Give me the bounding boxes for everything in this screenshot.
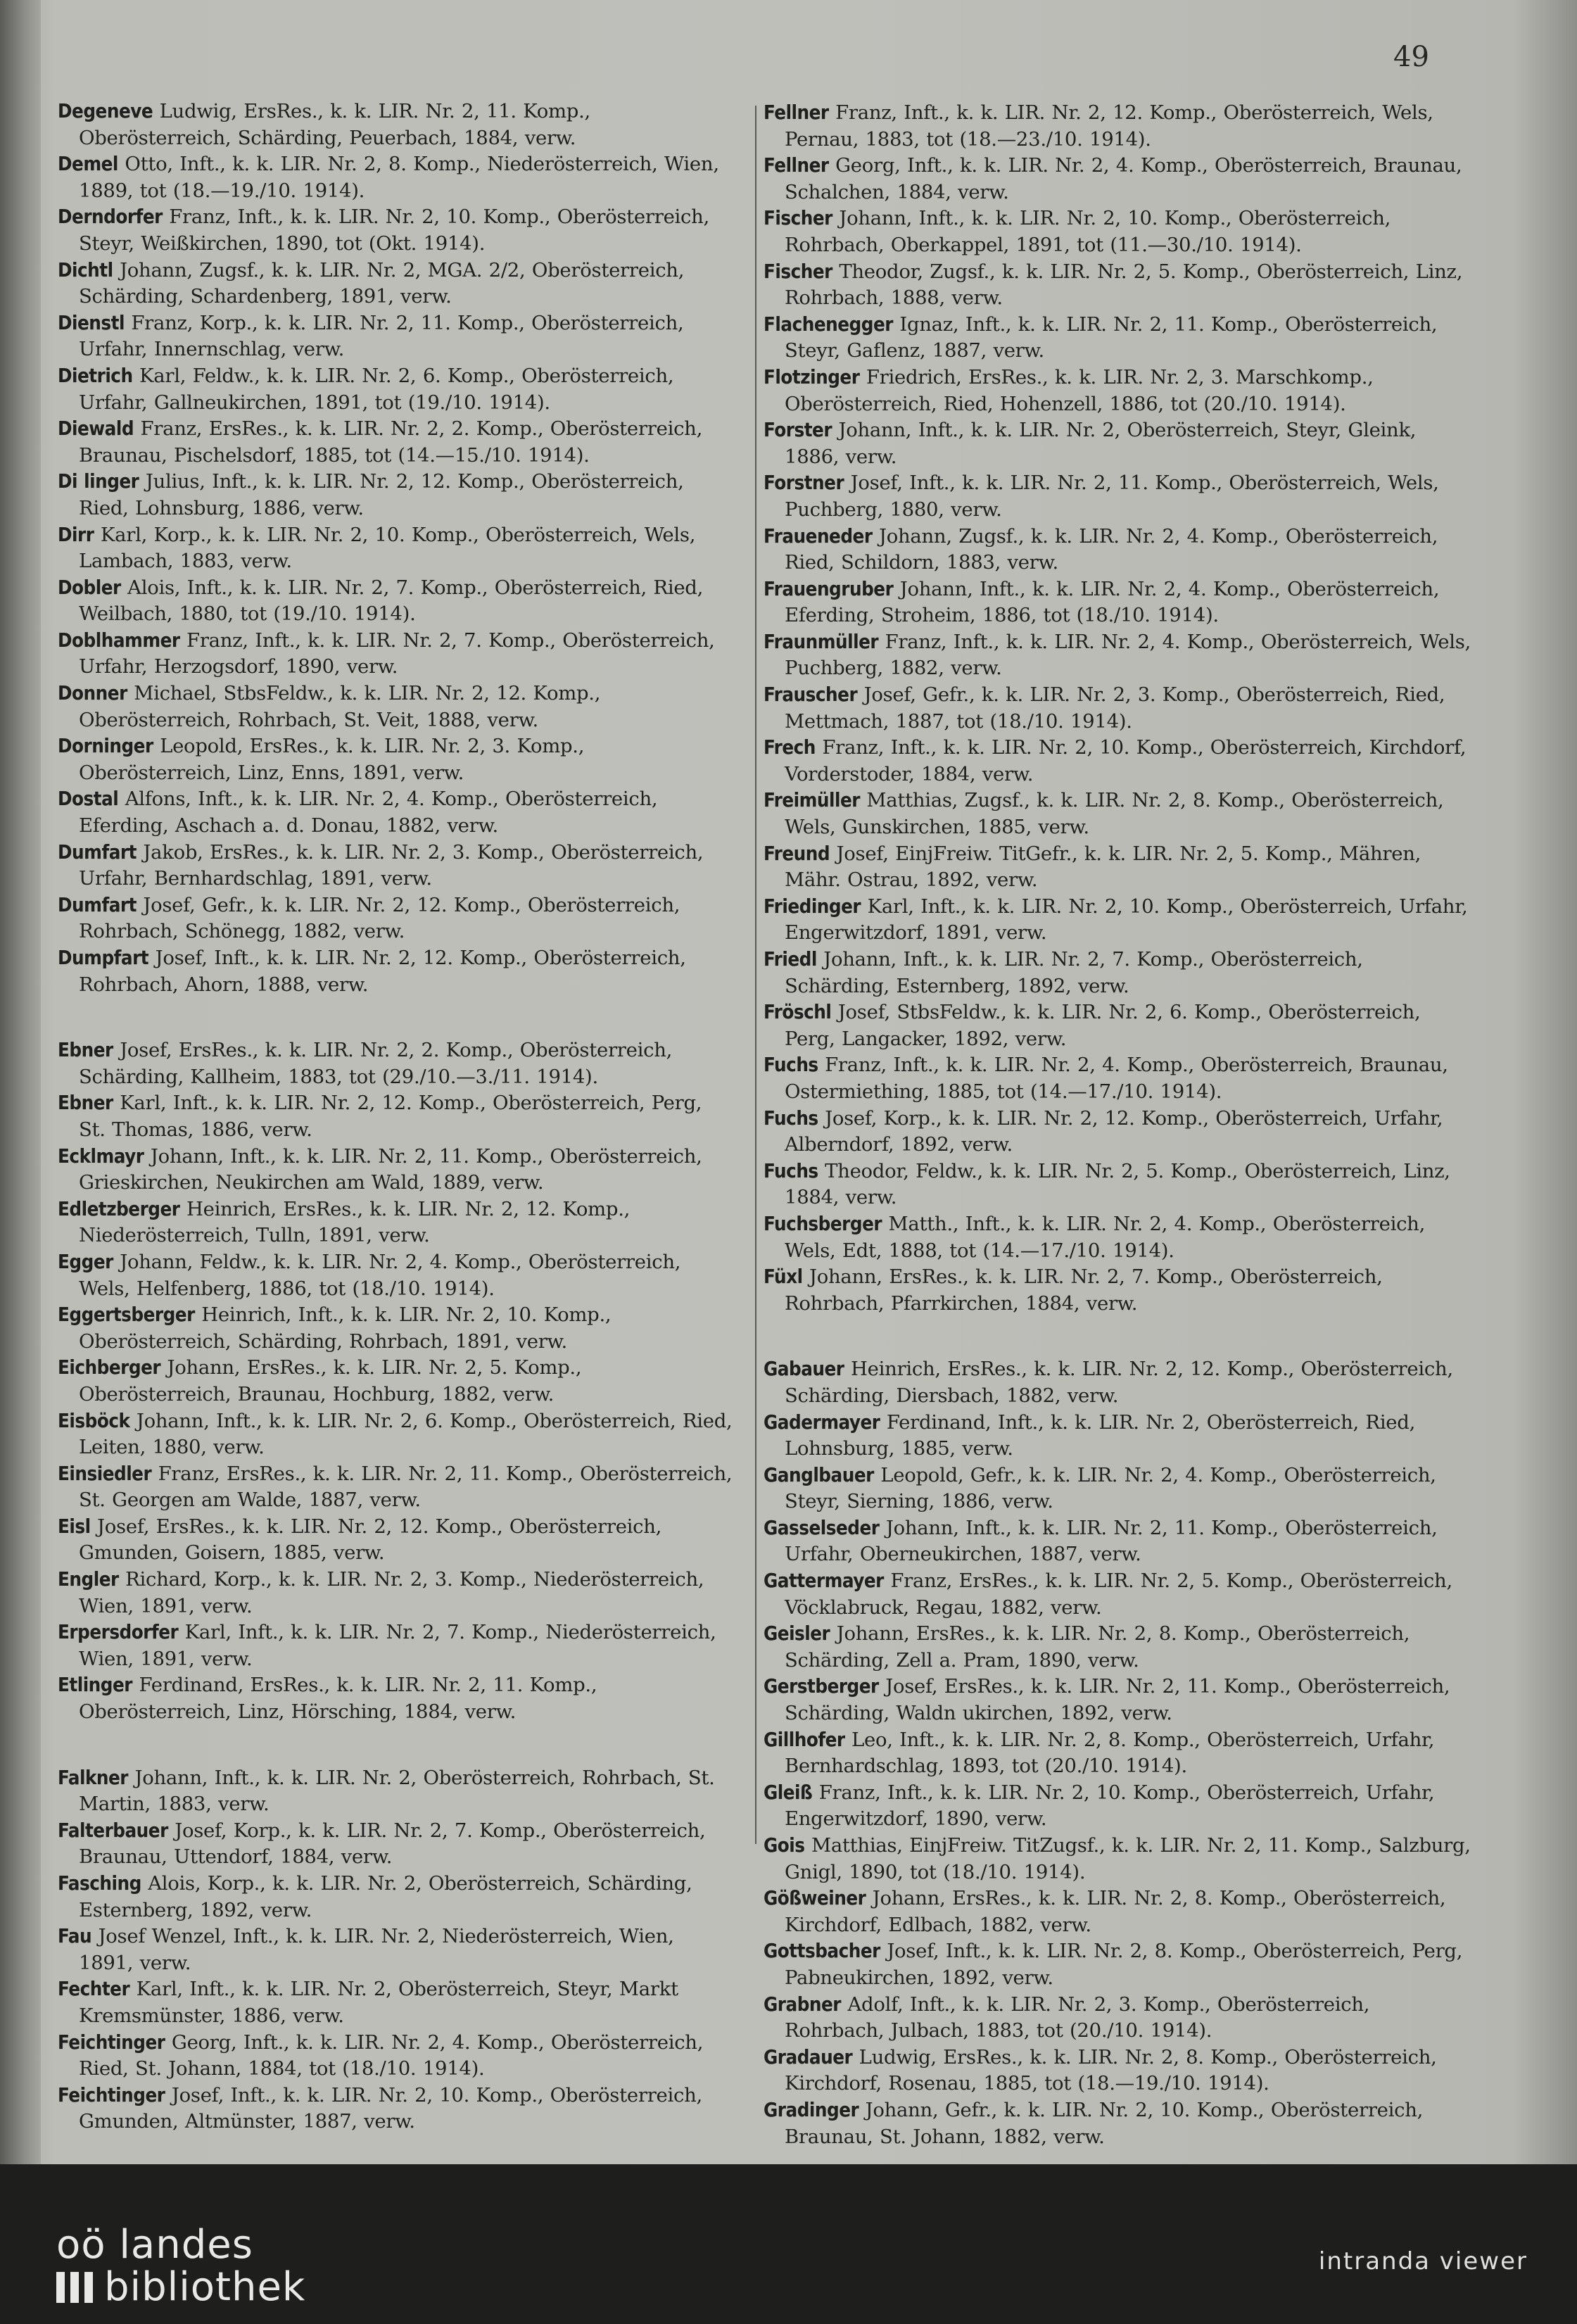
entry-details: Matthias, Zugsf., k. k. LIR. Nr. 2, 8. Komp., Oberösterreich, Wels, Gunskirchen, 1885, verw. xyxy=(785,789,1444,839)
entry-surname: Einsiedler xyxy=(58,1462,152,1485)
entry-surname: Freund xyxy=(764,842,830,865)
viewer-brand[interactable]: intranda viewer xyxy=(1318,2247,1528,2275)
entry-surname: Fuchs xyxy=(764,1054,818,1077)
list-item xyxy=(58,786,733,839)
entry-details: Alfons, Inft., k. k. LIR. Nr. 2, 4. Komp., Oberösterreich, Eferding, Aschach a. d. Donau, 1882, verw. xyxy=(79,788,658,838)
list-item xyxy=(764,894,1474,947)
list-item xyxy=(764,206,1474,258)
entry-surname: Flotzinger xyxy=(764,365,860,389)
entry-surname: Fechter xyxy=(58,1978,130,2001)
page-gutter xyxy=(0,0,41,2164)
entry-surname: Feichtinger xyxy=(58,2083,165,2107)
entry-group-f xyxy=(764,100,1474,1317)
entry-surname: Füxl xyxy=(764,1265,803,1289)
entry-details: Johann, Inft., k. k. LIR. Nr. 2, 7. Komp., Oberösterreich, Schärding, Esternberg, 1892, verw. xyxy=(785,948,1363,997)
entry-details: Otto, Inft., k. k. LIR. Nr. 2, 8. Komp., Niederösterreich, Wien, 1889, tot (18.—19./10. 1914). xyxy=(79,153,719,202)
right-column xyxy=(764,100,1474,2150)
entry-surname: Ecklmayr xyxy=(58,1144,144,1168)
list-item xyxy=(58,1249,733,1302)
entry-surname: Gattermayer xyxy=(764,1570,884,1593)
entry-surname: Frauengruber xyxy=(764,577,894,600)
entry-details: Matthias, EinjFreiw. TitZugsf., k. k. LIR. Nr. 2, 11. Komp., Salzburg, Gnigl, 1890, tot (18./10. 1914). xyxy=(785,1834,1471,1883)
viewer-footer xyxy=(0,2206,1577,2324)
left-column xyxy=(58,99,733,2135)
entry-surname: Fröschl xyxy=(764,1001,832,1024)
entry-details: Johann, Inft., k. k. LIR. Nr. 2, 11. Komp., Oberösterreich, Urfahr, Oberneukirchen, 1887, verw. xyxy=(785,1516,1438,1566)
list-item xyxy=(764,100,1474,153)
entry-details: Josef, Gefr., k. k. LIR. Nr. 2, 3. Komp., Oberösterreich, Ried, Mettmach, 1887, tot (18./10. 1914). xyxy=(785,683,1445,733)
entry-details: Johann, ErsRes., k. k. LIR. Nr. 2, 7. Komp., Oberösterreich, Rohrbach, Pfarrkirchen, 1884, verw. xyxy=(785,1265,1383,1315)
entry-details: Franz, Inft., k. k. LIR. Nr. 2, 12. Komp., Oberösterreich, Wels, Pernau, 1883, tot (18.—23./10. 1914). xyxy=(785,101,1433,151)
list-item xyxy=(764,999,1474,1052)
entry-surname: Dichtl xyxy=(58,258,113,282)
entry-surname: Eggertsberger xyxy=(58,1303,195,1327)
list-item xyxy=(58,1924,733,1976)
list-item xyxy=(58,1355,733,1408)
entry-details: Karl, Korp., k. k. LIR. Nr. 2, 10. Komp., Oberösterreich, Wels, Lambach, 1883, verw. xyxy=(79,523,696,573)
entry-surname: Derndorfer xyxy=(58,206,163,229)
entry-surname: Forstner xyxy=(764,472,844,495)
logo-text-line1: oö landes xyxy=(56,2222,253,2268)
entry-surname: Dumfart xyxy=(58,893,137,916)
list-item xyxy=(58,840,733,892)
list-item xyxy=(764,1568,1474,1621)
entry-details: Franz, Inft., k. k. LIR. Nr. 2, 10. Komp., Oberösterreich, Steyr, Weißkirchen, 1890, tot (Okt. 1914). xyxy=(79,206,709,255)
entry-surname: Donner xyxy=(58,682,127,705)
list-item xyxy=(58,1144,733,1196)
entry-details: Heinrich, ErsRes., k. k. LIR. Nr. 2, 12. Komp., Niederösterreich, Tulln, 1891, verw. xyxy=(79,1197,631,1247)
logo-bars-icon xyxy=(56,2272,97,2303)
entry-details: Franz, ErsRes., k. k. LIR. Nr. 2, 5. Komp., Oberösterreich, Vöcklabruck, Regau, 1882, verw. xyxy=(785,1570,1452,1619)
entry-details: Ferdinand, Inft., k. k. LIR. Nr. 2, Oberösterreich, Ried, Lohnsburg, 1885, verw. xyxy=(785,1410,1416,1460)
list-item xyxy=(58,2030,733,2083)
entry-surname: Falkner xyxy=(58,1766,129,1789)
list-item xyxy=(764,1211,1474,1264)
entry-surname: Eisböck xyxy=(58,1409,130,1432)
list-item xyxy=(58,1567,733,1619)
list-item xyxy=(764,1410,1474,1463)
entry-surname: Ebner xyxy=(58,1039,113,1062)
list-item xyxy=(764,1356,1474,1409)
list-item xyxy=(764,1886,1474,1938)
entry-details: Heinrich, ErsRes., k. k. LIR. Nr. 2, 12. Komp., Oberösterreich, Schärding, Diersbach, 1882, verw. xyxy=(785,1358,1453,1407)
entry-surname: Fau xyxy=(58,1925,92,1948)
list-item xyxy=(764,1463,1474,1515)
list-item xyxy=(58,310,733,363)
entry-details: Heinrich, Inft., k. k. LIR. Nr. 2, 10. Komp., Oberösterreich, Schärding, Rohrbach, 1891, verw. xyxy=(79,1303,612,1353)
list-item xyxy=(764,788,1474,840)
list-item xyxy=(58,1818,733,1871)
entry-details: Ludwig, ErsRes., k. k. LIR. Nr. 2, 8. Komp., Oberösterreich, Kirchdorf, Rosenau, 1885, tot (18.—19./10. 1914). xyxy=(785,2045,1437,2095)
entry-details: Alois, Inft., k. k. LIR. Nr. 2, 7. Komp., Oberösterreich, Ried, Weilbach, 1880, tot (19./10. 1914). xyxy=(79,576,704,626)
entry-details: Leo, Inft., k. k. LIR. Nr. 2, 8. Komp., Oberösterreich, Urfahr, Bernhardschlag, 1893, tot (20./10. 1914). xyxy=(785,1728,1435,1778)
entry-details: Franz, Inft., k. k. LIR. Nr. 2, 4. Komp., Oberösterreich, Braunau, Ostermiething, 1885, tot (14.—17./10. 1914). xyxy=(785,1054,1448,1103)
list-item xyxy=(58,1196,733,1249)
entry-surname: Gradauer xyxy=(764,2045,853,2069)
entry-details: Johann, Inft., k. k. LIR. Nr. 2, Oberösterreich, Steyr, Gleink, 1886, verw. xyxy=(785,419,1417,468)
entry-surname: Gleiß xyxy=(764,1781,813,1804)
entry-surname: Engler xyxy=(58,1568,119,1591)
list-item xyxy=(58,99,733,151)
entry-details: Johann, Feldw., k. k. LIR. Nr. 2, 4. Komp., Oberösterreich, Wels, Helfenberg, 1886, tot (18./10. 1914). xyxy=(79,1250,681,1300)
list-item xyxy=(764,682,1474,735)
entry-surname: Eisl xyxy=(58,1515,91,1538)
page-number: 49 xyxy=(1393,41,1429,73)
entry-group-g xyxy=(764,1356,1474,2150)
entry-details: Adolf, Inft., k. k. LIR. Nr. 2, 3. Komp., Oberösterreich, Rohrbach, Julbach, 1883, tot (20./10. 1914). xyxy=(785,1993,1370,2042)
entry-details: Jakob, ErsRes., k. k. LIR. Nr. 2, 3. Komp., Oberösterreich, Urfahr, Bernhardschlag, 1891, verw. xyxy=(79,840,704,890)
list-item xyxy=(58,1765,733,1818)
list-item xyxy=(58,681,733,733)
entry-group-d xyxy=(58,99,733,998)
entry-details: Matth., Inft., k. k. LIR. Nr. 2, 4. Komp., Oberösterreich, Wels, Edt, 1888, tot (14.—17./10. 1914). xyxy=(785,1212,1426,1262)
entry-surname: Dietrich xyxy=(58,364,133,387)
entry-surname: Degeneve xyxy=(58,100,153,122)
entry-details: Josef, ErsRes., k. k. LIR. Nr. 2, 2. Komp., Oberösterreich, Schärding, Kallheim, 1883, tot (29./10.—3./11. 1914). xyxy=(79,1039,673,1088)
column-divider xyxy=(755,106,756,1844)
entry-surname: Frech xyxy=(764,736,816,759)
list-item xyxy=(58,628,733,681)
entry-details: Franz, Inft., k. k. LIR. Nr. 2, 7. Komp., Oberösterreich, Urfahr, Herzogsdorf, 1890, verw. xyxy=(79,629,715,678)
entry-details: Josef, Inft., k. k. LIR. Nr. 2, 10. Komp., Oberösterreich, Gmunden, Altmünster, 1887, verw. xyxy=(79,2083,702,2133)
entry-details: Georg, Inft., k. k. LIR. Nr. 2, 4. Komp., Oberösterreich, Ried, St. Johann, 1884, tot (18./10. 1914). xyxy=(79,2031,704,2080)
list-item xyxy=(764,1515,1474,1568)
entry-group-e xyxy=(58,1037,733,1725)
entry-surname: Gadermayer xyxy=(764,1410,880,1434)
list-item xyxy=(58,1037,733,1090)
entry-details: Franz, Inft., k. k. LIR. Nr. 2, 4. Komp., Oberösterreich, Wels, Puchberg, 1882, verw. xyxy=(785,630,1471,680)
entry-details: Johann, Zugsf., k. k. LIR. Nr. 2, MGA. 2/2, Oberösterreich, Schärding, Schardenberg, 1891, verw. xyxy=(79,258,685,308)
entry-details: Karl, Feldw., k. k. LIR. Nr. 2, 6. Komp., Oberösterreich, Urfahr, Gallneukirchen, 1891, tot (19./10. 1914). xyxy=(79,364,674,414)
list-item xyxy=(764,841,1474,894)
list-item xyxy=(58,1090,733,1143)
list-item xyxy=(58,204,733,257)
entry-details: Alois, Korp., k. k. LIR. Nr. 2, Oberösterreich, Schärding, Esternberg, 1892, verw. xyxy=(79,1872,692,1921)
entry-surname: Etlinger xyxy=(58,1674,132,1697)
entry-surname: Demel xyxy=(58,153,118,176)
entry-surname: Dumfart xyxy=(58,840,137,864)
entry-details: Ignaz, Inft., k. k. LIR. Nr. 2, 11. Komp., Oberösterreich, Steyr, Gaflenz, 1887, verw. xyxy=(785,312,1438,362)
entry-surname: Fasching xyxy=(58,1872,141,1895)
entry-details: Franz, Korp., k. k. LIR. Nr. 2, 11. Komp., Oberösterreich, Urfahr, Innernschlag, verw. xyxy=(79,311,684,361)
list-item xyxy=(764,1621,1474,1674)
list-item xyxy=(764,312,1474,365)
entry-details: Michael, StbsFeldw., k. k. LIR. Nr. 2, 12. Komp., Oberösterreich, Rohrbach, St. Veit, 1888, verw. xyxy=(79,682,601,731)
list-item xyxy=(764,947,1474,999)
list-item xyxy=(764,365,1474,417)
entry-surname: Gerstberger xyxy=(764,1675,879,1698)
entry-details: Josef, ErsRes., k. k. LIR. Nr. 2, 11. Komp., Oberösterreich, Schärding, Waldn ukirchen, 1892, verw. xyxy=(785,1675,1450,1725)
entry-details: Georg, Inft., k. k. LIR. Nr. 2, 4. Komp., Oberösterreich, Braunau, Schalchen, 1884, verw. xyxy=(785,154,1462,203)
entry-details: Leopold, Gefr., k. k. LIR. Nr. 2, 4. Komp., Oberösterreich, Steyr, Sierning, 1886, verw. xyxy=(785,1463,1436,1513)
entry-surname: Friedl xyxy=(764,948,817,971)
list-item xyxy=(58,2083,733,2135)
entry-details: Leopold, ErsRes., k. k. LIR. Nr. 2, 3. Komp., Oberösterreich, Linz, Enns, 1891, verw. xyxy=(79,735,585,784)
entry-details: Josef, StbsFeldw., k. k. LIR. Nr. 2, 6. Komp., Oberösterreich, Perg, Langacker, 1892, verw. xyxy=(785,1001,1421,1050)
entry-details: Franz, ErsRes., k. k. LIR. Nr. 2, 11. Komp., Oberösterreich, St. Georgen am Walde, 1887, verw. xyxy=(79,1462,733,1512)
entry-surname: Friedinger xyxy=(764,895,861,918)
entry-surname: Grabner xyxy=(764,1993,842,2016)
list-item xyxy=(764,470,1474,523)
entry-surname: Fellner xyxy=(764,154,829,177)
list-item xyxy=(764,1727,1474,1780)
list-item xyxy=(58,1461,733,1514)
list-item xyxy=(58,1302,733,1355)
list-item xyxy=(764,1780,1474,1833)
logo-text-line2: bibliothek xyxy=(104,2264,306,2310)
entry-surname: Ebner xyxy=(58,1092,113,1115)
entry-surname: Fellner xyxy=(764,101,829,124)
entry-surname: Flachenegger xyxy=(764,312,893,336)
entry-surname: Dorninger xyxy=(58,735,153,758)
list-item xyxy=(764,2097,1474,2150)
entry-surname: Geisler xyxy=(764,1622,830,1646)
list-item xyxy=(58,522,733,575)
entry-details: Josef, Inft., k. k. LIR. Nr. 2, 12. Komp., Oberösterreich, Rohrbach, Ahorn, 1888, verw. xyxy=(79,947,686,996)
list-item xyxy=(58,363,733,416)
entry-surname: Di linger xyxy=(58,470,139,493)
list-item xyxy=(58,1871,733,1924)
list-item xyxy=(764,153,1474,206)
list-item xyxy=(58,733,733,786)
entry-surname: Egger xyxy=(58,1250,113,1273)
entry-details: Josef, Inft., k. k. LIR. Nr. 2, 11. Komp., Oberösterreich, Wels, Puchberg, 1880, verw. xyxy=(785,472,1439,521)
entry-details: Theodor, Zugsf., k. k. LIR. Nr. 2, 5. Komp., Oberösterreich, Linz, Rohrbach, 1888, verw. xyxy=(785,260,1463,310)
entry-surname: Dirr xyxy=(58,523,94,546)
entry-details: Johann, Inft., k. k. LIR. Nr. 2, 4. Komp., Oberösterreich, Eferding, Stroheim, 1886, tot (18./10. 1914). xyxy=(785,577,1440,627)
entry-details: Johann, Inft., k. k. LIR. Nr. 2, 11. Komp., Oberösterreich, Grieskirchen, Neukirchen am Wald, 1889, verw. xyxy=(79,1144,702,1194)
list-item xyxy=(58,151,733,204)
entry-surname: Gabauer xyxy=(764,1358,844,1381)
list-item xyxy=(764,1992,1474,2045)
entry-surname: Dostal xyxy=(58,788,119,811)
entry-surname: Dobler xyxy=(58,576,121,599)
entry-details: Johann, Inft., k. k. LIR. Nr. 2, Oberösterreich, Rohrbach, St. Martin, 1883, verw. xyxy=(79,1766,715,1816)
entry-surname: Gois xyxy=(764,1834,805,1857)
entry-surname: Forster xyxy=(764,419,832,442)
entry-details: Josef, Korp., k. k. LIR. Nr. 2, 12. Komp., Oberösterreich, Urfahr, Alberndorf, 1892, verw. xyxy=(785,1106,1443,1156)
entry-surname: Fraueneder xyxy=(764,524,873,548)
entry-details: Johann, ErsRes., k. k. LIR. Nr. 2, 5. Komp., Oberösterreich, Braunau, Hochburg, 1882, verw. xyxy=(79,1356,582,1406)
entry-details: Franz, Inft., k. k. LIR. Nr. 2, 10. Komp., Oberösterreich, Urfahr, Engerwitzdorf, 1890, verw. xyxy=(785,1781,1435,1831)
list-item xyxy=(58,1672,733,1725)
list-item xyxy=(58,1619,733,1672)
entry-surname: Fischer xyxy=(764,260,832,283)
list-item xyxy=(58,1408,733,1461)
list-item xyxy=(58,1514,733,1567)
entry-details: Ferdinand, ErsRes., k. k. LIR. Nr. 2, 11. Komp., Oberösterreich, Linz, Hörsching, 1884, verw. xyxy=(79,1674,597,1724)
entry-surname: Falterbauer xyxy=(58,1819,168,1842)
list-item xyxy=(764,1106,1474,1158)
entry-details: Josef, ErsRes., k. k. LIR. Nr. 2, 12. Komp., Oberösterreich, Gmunden, Goisern, 1885, verw. xyxy=(79,1515,662,1565)
entry-surname: Gottsbacher xyxy=(764,1940,880,1963)
entry-details: Franz, Inft., k. k. LIR. Nr. 2, 10. Komp., Oberösterreich, Kirchdorf, Vorderstoder, 1884, verw. xyxy=(785,736,1467,785)
entry-surname: Gradinger xyxy=(764,2098,859,2121)
entry-surname: Fuchs xyxy=(764,1106,818,1130)
list-item xyxy=(58,258,733,310)
entry-details: Johann, Zugsf., k. k. LIR. Nr. 2, 4. Komp., Oberösterreich, Ried, Schildorn, 1883, verw. xyxy=(785,524,1438,574)
list-item xyxy=(764,1052,1474,1105)
entry-details: Richard, Korp., k. k. LIR. Nr. 2, 3. Komp., Niederösterreich, Wien, 1891, verw. xyxy=(79,1568,704,1617)
entry-surname: Doblhammer xyxy=(58,629,180,652)
list-item xyxy=(764,1158,1474,1211)
entry-surname: Gößweiner xyxy=(764,1887,866,1910)
entry-details: Josef, Korp., k. k. LIR. Nr. 2, 7. Komp., Oberösterreich, Braunau, Uttendorf, 1884, verw. xyxy=(79,1819,706,1869)
library-logo[interactable] xyxy=(56,2224,305,2309)
entry-surname: Edletzberger xyxy=(58,1197,180,1220)
entry-surname: Fuchs xyxy=(764,1159,818,1182)
entry-details: Johann, ErsRes., k. k. LIR. Nr. 2, 8. Komp., Oberösterreich, Schärding, Zell a. Pram, 1890, verw. xyxy=(785,1622,1410,1672)
entry-surname: Gasselseder xyxy=(764,1516,880,1539)
entry-details: Josef, Gefr., k. k. LIR. Nr. 2, 12. Komp., Oberösterreich, Rohrbach, Schönegg, 1882, verw. xyxy=(79,893,680,943)
entry-surname: Erpersdorfer xyxy=(58,1621,179,1644)
list-item xyxy=(764,1833,1474,1886)
entry-surname: Fraunmüller xyxy=(764,630,879,653)
list-item xyxy=(764,417,1474,470)
entry-details: Johann, Inft., k. k. LIR. Nr. 2, 10. Komp., Oberösterreich, Rohrbach, Oberkappel, 1891, tot (11.—30./10. 1914). xyxy=(785,207,1391,256)
entry-details: Karl, Inft., k. k. LIR. Nr. 2, 12. Komp., Oberösterreich, Perg, St. Thomas, 1886, verw. xyxy=(79,1092,702,1141)
entry-details: Theodor, Feldw., k. k. LIR. Nr. 2, 5. Komp., Oberösterreich, Linz, 1884, verw. xyxy=(785,1159,1450,1209)
entry-details: Josef, EinjFreiw. TitGefr., k. k. LIR. Nr. 2, 5. Komp., Mähren, Mähr. Ostrau, 1892, verw. xyxy=(785,842,1421,892)
list-item xyxy=(764,259,1474,312)
entry-details: Josef, Inft., k. k. LIR. Nr. 2, 8. Komp., Oberösterreich, Perg, Pabneukirchen, 1892, verw. xyxy=(785,1940,1463,1989)
list-item xyxy=(58,469,733,522)
entry-surname: Dienstl xyxy=(58,311,125,334)
entry-surname: Gillhofer xyxy=(764,1728,845,1751)
list-item xyxy=(58,1976,733,2029)
entry-surname: Ganglbauer xyxy=(764,1463,874,1486)
list-item xyxy=(764,576,1474,629)
list-item xyxy=(58,416,733,469)
list-item xyxy=(764,2045,1474,2097)
list-item xyxy=(58,945,733,998)
entry-details: Johann, Inft., k. k. LIR. Nr. 2, 6. Komp., Oberösterreich, Ried, Leiten, 1880, verw. xyxy=(79,1409,733,1459)
entry-surname: Fuchsberger xyxy=(764,1212,882,1235)
list-item xyxy=(58,575,733,628)
list-item xyxy=(764,1674,1474,1726)
entry-surname: Freimüller xyxy=(764,789,860,812)
entry-surname: Dumpfart xyxy=(58,947,149,969)
entry-surname: Feichtinger xyxy=(58,2031,165,2054)
entry-details: Friedrich, ErsRes., k. k. LIR. Nr. 2, 3. Marschkomp., Oberösterreich, Ried, Hohenzell, 1886, tot (20./10. 1914). xyxy=(785,365,1374,415)
entry-details: Franz, ErsRes., k. k. LIR. Nr. 2, 2. Komp., Oberösterreich, Braunau, Pischelsdorf, 1885, tot (14.—15./10. 1914). xyxy=(79,417,703,467)
list-item xyxy=(764,1264,1474,1317)
entry-details: Ludwig, ErsRes., k. k. LIR. Nr. 2, 11. Komp., Oberösterreich, Schärding, Peuerbach, 1884, verw. xyxy=(79,100,590,149)
entry-details: Karl, Inft., k. k. LIR. Nr. 2, 7. Komp., Niederösterreich, Wien, 1891, verw. xyxy=(79,1621,716,1670)
entry-surname: Fischer xyxy=(764,207,832,230)
entry-surname: Diewald xyxy=(58,417,134,441)
list-item xyxy=(764,629,1474,682)
list-item xyxy=(58,892,733,945)
entry-details: Josef Wenzel, Inft., k. k. LIR. Nr. 2, Niederösterreich, Wien, 1891, verw. xyxy=(79,1925,674,1974)
entry-surname: Eichberger xyxy=(58,1356,161,1379)
entry-details: Julius, Inft., k. k. LIR. Nr. 2, 12. Komp., Oberösterreich, Ried, Lohnsburg, 1886, verw. xyxy=(79,470,684,519)
entry-details: Johann, ErsRes., k. k. LIR. Nr. 2, 8. Komp., Oberösterreich, Kirchdorf, Edlbach, 1882, verw. xyxy=(785,1887,1446,1936)
entry-details: Johann, Gefr., k. k. LIR. Nr. 2, 10. Komp., Oberösterreich, Braunau, St. Johann, 1882, verw. xyxy=(785,2098,1424,2148)
entry-details: Karl, Inft., k. k. LIR. Nr. 2, 10. Komp., Oberösterreich, Urfahr, Engerwitzdorf, 1891, verw. xyxy=(785,895,1468,945)
list-item xyxy=(764,524,1474,576)
entry-details: Karl, Inft., k. k. LIR. Nr. 2, Oberösterreich, Steyr, Markt Kremsmünster, 1886, verw. xyxy=(79,1978,678,2027)
list-item xyxy=(764,1938,1474,1991)
entry-group-f xyxy=(58,1765,733,2135)
list-item xyxy=(764,735,1474,788)
entry-surname: Frauscher xyxy=(764,683,858,707)
